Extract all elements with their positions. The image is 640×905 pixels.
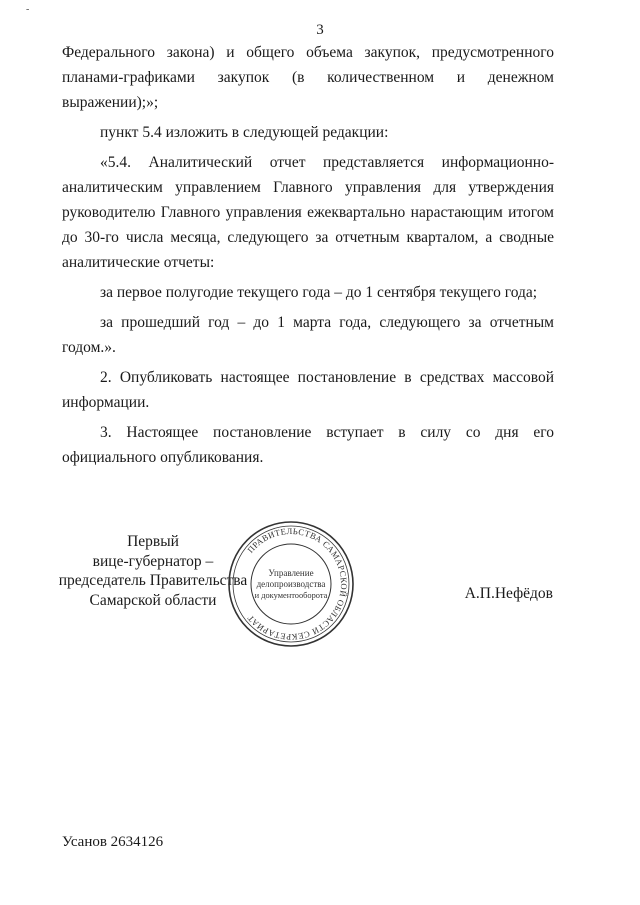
- paragraph-effective-date: 3. Настоящее постановление вступает в силу со дня его официального опубликования.: [62, 424, 554, 466]
- signatory-title: [58, 532, 248, 610]
- signatory-title-line: Самарской области: [89, 591, 217, 609]
- signatory-title-line: вице-губернатор –: [92, 552, 214, 570]
- signatory-name: А.П.Нефёдов: [464, 585, 553, 602]
- seal-center-text: делопроизводства: [256, 579, 326, 589]
- signatory-title-line: Первый: [127, 533, 179, 550]
- signatory-title-line: председатель Правительства: [58, 572, 248, 589]
- seal-center-text: и документооборота: [254, 591, 328, 600]
- seal-ring-text: ПРАВИТЕЛЬСТВА САМАРСКОЙ ОБЛАСТИ СЕКРЕТАРИАТ: [245, 525, 350, 643]
- paragraph-point-5-4-text: «5.4. Аналитический отчет представляется информационно-аналитическим управлением Главного управления для утверждения руководителю Главного управления ежеквартально нарастающим итогом до 30-го числа месяца, следующего за отчетным кварталом, а сводные аналитические отчеты:: [62, 154, 554, 271]
- page-number: 3: [316, 22, 324, 38]
- executor-footer: Усанов 2634126: [62, 834, 164, 850]
- seal-center-text: Управление: [268, 568, 314, 578]
- paragraph-federal-law-continuation: Федерального закона) и общего объема закупок, предусмотренного планами-графиками закупок (в количественном и денежном выражении);»;: [62, 44, 554, 111]
- paragraph-publish: 2. Опубликовать настоящее постановление в средствах массовой информации.: [62, 369, 554, 411]
- official-seal-stamp: [226, 518, 356, 650]
- paragraph-previous-year: за прошедший год – до 1 марта года, следующего за отчетным годом.».: [62, 314, 554, 356]
- paragraph-point-5-4-intro: пункт 5.4 изложить в следующей редакции:: [100, 124, 389, 141]
- document-body: [62, 40, 554, 475]
- paragraph-first-half-year: за первое полугодие текущего года – до 1 сентября текущего года;: [100, 284, 538, 301]
- corner-mark: -: [26, 4, 30, 15]
